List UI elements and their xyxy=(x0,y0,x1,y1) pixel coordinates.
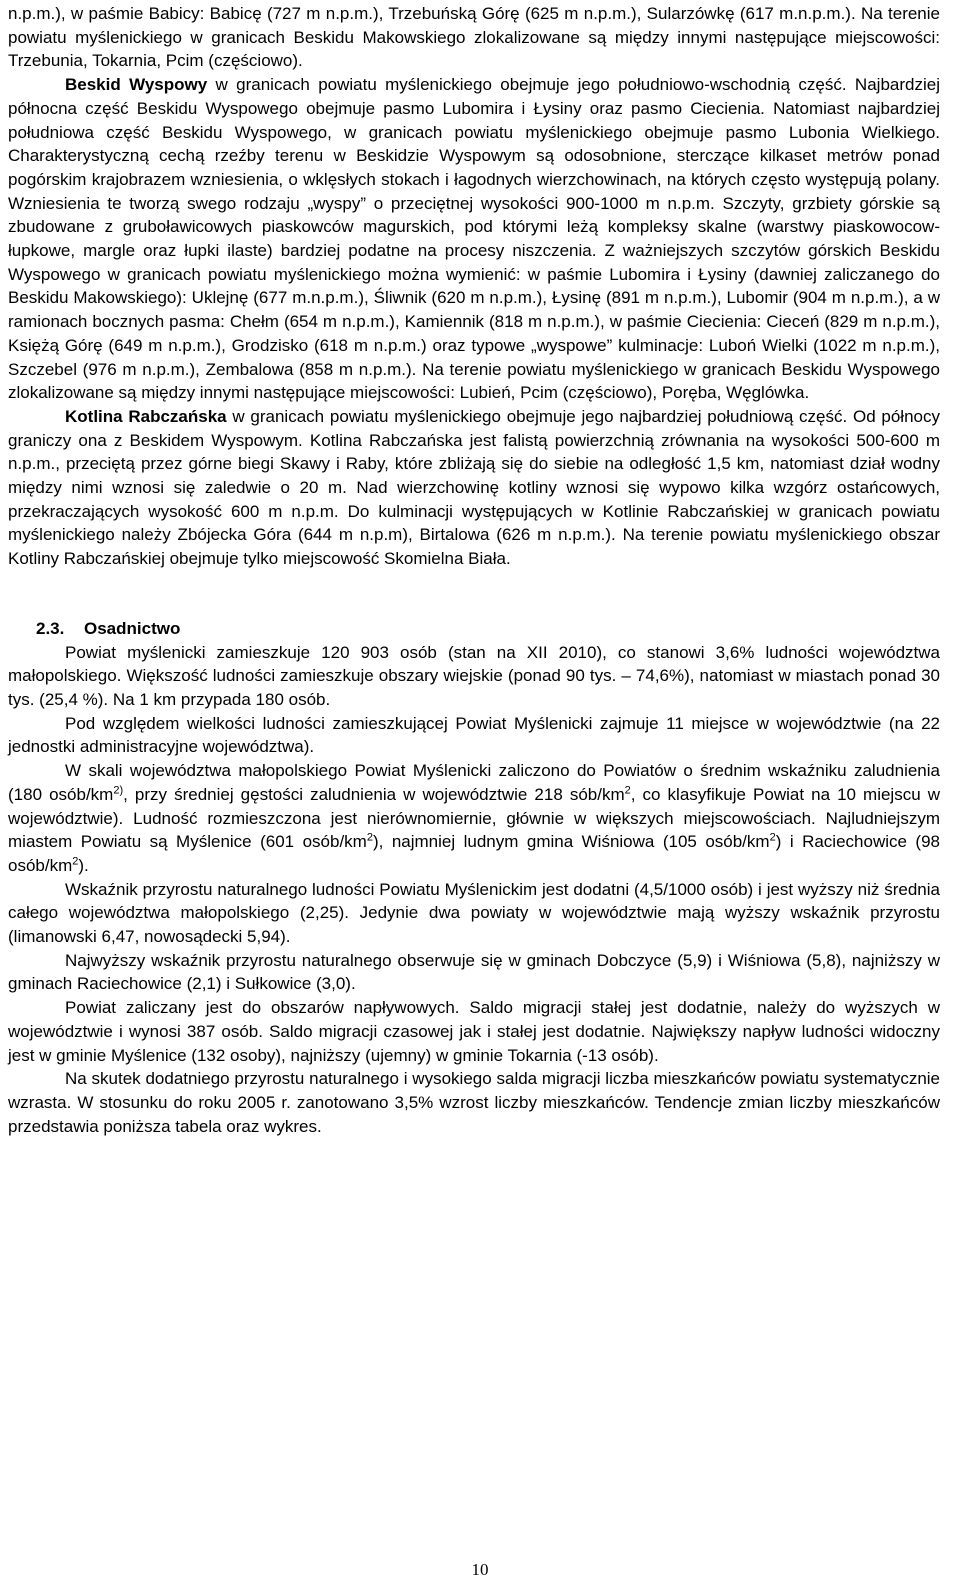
paragraph-migration: Powiat zaliczany jest do obszarów napływowych. Saldo migracji stałej jest dodatnie, należy do wyższych w województwie i wynosi 387 osób. Saldo migracji czasowej jak i stałej jest dodatnie. Największy napływ ludności widoczny jest w gminie Myślenice (132 osoby), najniższy (ujemny) w gminie Tokarnia (-13 osób). xyxy=(8,998,940,1065)
density-text-a: W skali województwa małopolskiego Powiat Myślenicki zaliczono do Powiatów o średnim wskaźniku zaludnienia (180 osób/km xyxy=(8,761,940,804)
superscript: 2 xyxy=(366,831,373,844)
term-kotlina-rabczanska: Kotlina Rabczańska xyxy=(65,406,227,426)
density-text-f: ). xyxy=(78,855,89,875)
paragraph-population-trend: Na skutek dodatniego przyrostu naturalnego i wysokiego salda migracji liczba mieszkańców powiatu systematycznie wzrasta. W stosunku do roku 2005 r. zanotowano 3,5% wzrost liczby mieszkańców. Tendencje zmian liczby mieszkańców przedstawia poniższa tabela oraz wykres. xyxy=(8,1069,940,1136)
density-text-e: ) i Raciechowice (98 osób/km xyxy=(8,832,940,875)
superscript: 2) xyxy=(113,784,124,797)
section-number: 2.3. xyxy=(36,618,65,638)
superscript: 2 xyxy=(624,784,631,797)
paragraph-population: Powiat myślenicki zamieszkuje 120 903 osób (stan na XII 2010), co stanowi 3,6% ludności województwa małopolskiego. Większość ludności zamieszkuje obszary wiejskie (ponad 90 tys. – 74,6%), natomiast w miastach ponad 30 tys. (25,4 %). Na 1 km przypada 180 osób. xyxy=(8,642,940,709)
density-text-c: , co klasyfikuje Powiat na 10 miejscu w województwie). Ludność rozmieszczona jest nierównomiernie, głównie w większych miejscowościach. Najludniejszym miastem Powiatu są Myślenice (601 osób/km xyxy=(8,784,940,852)
paragraph-kotlina-rabczanska xyxy=(8,405,940,571)
density-text-b: , przy średniej gęstości zaludnienia w województwie 218 sób/km xyxy=(123,784,625,804)
section-heading xyxy=(8,617,940,641)
document-body xyxy=(8,2,940,1138)
paragraph-natural-growth: Wskaźnik przyrostu naturalnego ludności Powiatu Myślenickim jest dodatni (4,5/1000 osób) i jest wyższy niż średnia całego województwa małopolskiego (2,25). Jedynie dwa powiaty w województwie mają wyższy wskaźnik przyrostu (limanowski 6,47, nowosądecki 5,94). xyxy=(8,879,940,947)
paragraph-beskid-wyspowy xyxy=(8,73,940,405)
page-number: 10 xyxy=(471,1560,489,1579)
paragraph-beskid-makowski-end: n.p.m.), w paśmie Babicy: Babicę (727 m n.p.m.), Trzebuńską Górę (625 m n.p.m.), Sularzówkę (617 m.n.p.m.). Na terenie powiatu myślenickiego w granicach Beskidu Makowskiego zlokalizowane są między innymi następujące miejscowości: Trzebunia, Tokarnia, Pcim (częściowo). xyxy=(8,4,940,71)
paragraph-rank: Pod względem wielkości ludności zamieszkującej Powiat Myślenicki zajmuje 11 miejsce w województwie (na 22 jednostki administracyjne województwa). xyxy=(8,713,940,757)
superscript: 2 xyxy=(72,855,79,868)
density-text-d: ), najmniej ludnym gmina Wiśniowa (105 osób/km xyxy=(372,832,770,852)
paragraph-density xyxy=(8,759,940,878)
paragraph-growth-gminas: Najwyższy wskaźnik przyrostu naturalnego obserwuje się w gminach Dobczyce (5,9) i Wiśniowa (5,8), najniższy w gminach Raciechowice (2,1) i Sułkowice (3,0). xyxy=(8,950,940,994)
term-beskid-wyspowy: Beskid Wyspowy xyxy=(65,75,208,95)
section-title: Osadnictwo xyxy=(84,618,181,638)
paragraph-beskid-wyspowy-text: w granicach powiatu myślenickiego obejmuje jego południowo-wschodnią część. Najbardziej północna część Beskidu Wyspowego obejmuje pasmo Lubomira i Łysiny oraz pasmo Ciecienia. Natomiast najbardziej południowa część Beskidu Wyspowego, w granicach powiatu myślenickiego obejmuje pasmo Lubonia Wielkiego. Charakterystyczną cechą rzeźby terenu w Beskidzie Wyspowym są odosobnione, sterczące kilkaset metrów ponad pogórskim krajobrazem wzniesienia, o wklęsłych stokach i łagodnych wierzchowinach, na których często występują polany. Wzniesienia te tworzą swego rodzaju „wyspy” o przeciętnej wysokości 900-1000 m n.p.m. Szczyty, grzbiety górskie są zbudowane z gruboławicowych piaskowców magurskich, pod którymi leżą kompleksy skalne (warstwy piaskowocow-łupkowe, margle oraz łupki ilaste) bardziej podatne na procesy niszczenia. Z ważniejszych szczytów górskich Beskidu Wyspowego w granicach powiatu myślenickiego można wymienić: w paśmie Lubomira i Łysiny (dawniej zaliczanego do Beskidu Makowskiego): Uklejnę (677 m.n.p.m.), Śliwnik (620 m n.p.m.), Łysinę (891 m n.p.m.), Lubomir (904 m n.p.m.), a w ramionach bocznych pasma: Chełm (654 m n.p.m.), Kamiennik (818 m n.p.m.), w paśmie Ciecienia: Cieceń (829 m n.p.m.), Księżą Górę (649 m n.p.m.), Grodzisko (618 m n.p.m.) oraz typowe „wyspowe” kulminacje: Luboń Wielki (1022 m n.p.m.), Szczebel (976 m n.p.m.), Zembalowa (858 m n.p.m.). Na terenie powiatu myślenickiego w granicach Beskidu Wyspowego zlokalizowane są między innymi następujące miejscowości: Lubień, Pcim (częściowo), Poręba, Węglówka. xyxy=(8,75,940,403)
paragraph-kotlina-rabczanska-text: w granicach powiatu myślenickiego obejmuje jego najbardziej południową część. Od północy graniczy ona z Beskidem Wyspowym. Kotlina Rabczańska jest falistą powierzchnią zrównania na wysokości 500-600 m n.p.m., przeciętą przez górne biegi Skawy i Raby, które zbliżają się do siebie na odległość 1,5 km, natomiast dział wodny między nimi wznosi się zaledwie o 20 m. Nad wierzchowinę kotliny wznosi się wypowo kilka wzgórz ostańcowych, przekraczających wysokość 600 m n.p.m. Do kulminacji występujących w Kotlinie Rabczańskiej w granicach powiatu myślenickiego należy Zbójecka Góra (644 m n.p.m), Birtalowa (626 m n.p.m.). Na terenie powiatu myślenickiego obszar Kotliny Rabczańskiej obejmuje tylko miejscowość Skomielna Biała. xyxy=(8,406,940,569)
superscript: 2 xyxy=(769,831,776,844)
section-spacer xyxy=(8,571,940,617)
